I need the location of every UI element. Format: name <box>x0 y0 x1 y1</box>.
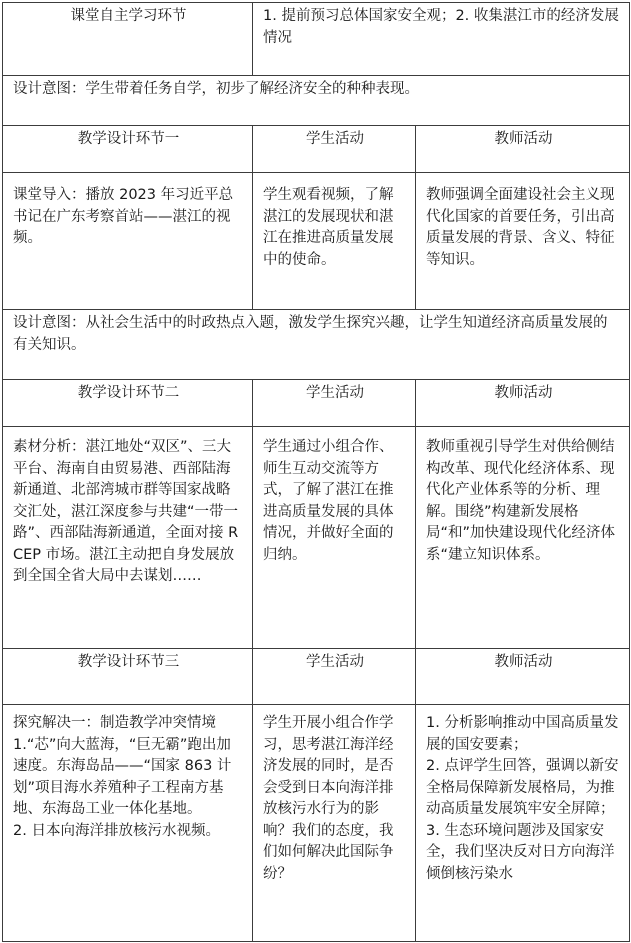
section-2-design: 素材分析：湛江地处“双区”、三大平台、海南自由贸易港、西部陆海新通道、北部湾城市群等国家战略交汇处，湛江深度参与共建“一带一路”、西部陆海新通道，全面对接 RCEP 市场。湛江主动把自身发展放到全国全省大局中去谋划…… <box>3 427 253 649</box>
self-study-row <box>3 3 630 76</box>
design-intent-row-1 <box>3 76 630 126</box>
section-1-content-row <box>3 173 630 310</box>
section-2-header-row <box>3 380 630 427</box>
section-3-content-row <box>3 705 630 942</box>
section-3-title: 教学设计环节三 <box>3 649 253 705</box>
section-3-student-header: 学生活动 <box>253 649 416 705</box>
section-1-student-header: 学生活动 <box>253 126 416 173</box>
section-1-student-activity: 学生观看视频，了解湛江的发展现状和湛江在推进高质量发展中的使命。 <box>253 173 416 310</box>
section-1-teacher-activity: 教师强调全面建设社会主义现代化国家的首要任务，引出高质量发展的背景、含义、特征等知识。 <box>416 173 630 310</box>
section-3-header-row <box>3 649 630 705</box>
design-intent-row-2 <box>3 310 630 380</box>
self-study-content: 1. 提前预习总体国家安全观；2. 收集湛江市的经济发展情况 <box>253 3 630 76</box>
section-2-teacher-header: 教师活动 <box>416 380 630 427</box>
section-1-teacher-header: 教师活动 <box>416 126 630 173</box>
section-2-content-row <box>3 427 630 649</box>
section-3-teacher-header: 教师活动 <box>416 649 630 705</box>
section-2-student-header: 学生活动 <box>253 380 416 427</box>
section-3-student-activity: 学生开展小组合作学习，思考湛江海洋经济发展的同时，是否会受到日本向海洋排放核污水行为的影响？我们的态度，我们如何解决此国际争纷？ <box>253 705 416 942</box>
lesson-plan-table <box>2 2 630 942</box>
section-3-teacher-activity: 1. 分析影响推动中国高质量发展的国安要素； 2. 点评学生回答，强调以新安全格局保障新发展格局，为推动高质量发展筑牢安全屏障； 3. 生态环境问题涉及国家安全，我们坚决反对日方向海洋倾倒核污染水 <box>416 705 630 942</box>
self-study-label: 课堂自主学习环节 <box>3 3 253 76</box>
section-1-title: 教学设计环节一 <box>3 126 253 173</box>
section-3-design: 探究解决一：制造教学冲突情境 1.“芯”向大蓝海，“巨无霸”跑出加速度。东海岛品——“国家 863 计划”项目海水养殖种子工程南方基地、东海岛工业一体化基地。 2. 日本向海洋排放核污水视频。 <box>3 705 253 942</box>
design-intent-1: 设计意图：学生带着任务自学，初步了解经济安全的种种表现。 <box>3 76 630 126</box>
section-2-student-activity: 学生通过小组合作、师生互动交流等方式，了解了湛江在推进高质量发展的具体情况，并做好全面的归纳。 <box>253 427 416 649</box>
section-2-teacher-activity: 教师重视引导学生对供给侧结构改革、现代化经济体系、现代化产业体系等的分析、理解。围绕”构建新发展格局“和”加快建设现代化经济体系“建立知识体系。 <box>416 427 630 649</box>
section-1-design: 课堂导入：播放 2023 年习近平总书记在广东考察首站——湛江的视频。 <box>3 173 253 310</box>
design-intent-2: 设计意图：从社会生活中的时政热点入题，激发学生探究兴趣，让学生知道经济高质量发展的有关知识。 <box>3 310 630 380</box>
section-1-header-row <box>3 126 630 173</box>
section-2-title: 教学设计环节二 <box>3 380 253 427</box>
